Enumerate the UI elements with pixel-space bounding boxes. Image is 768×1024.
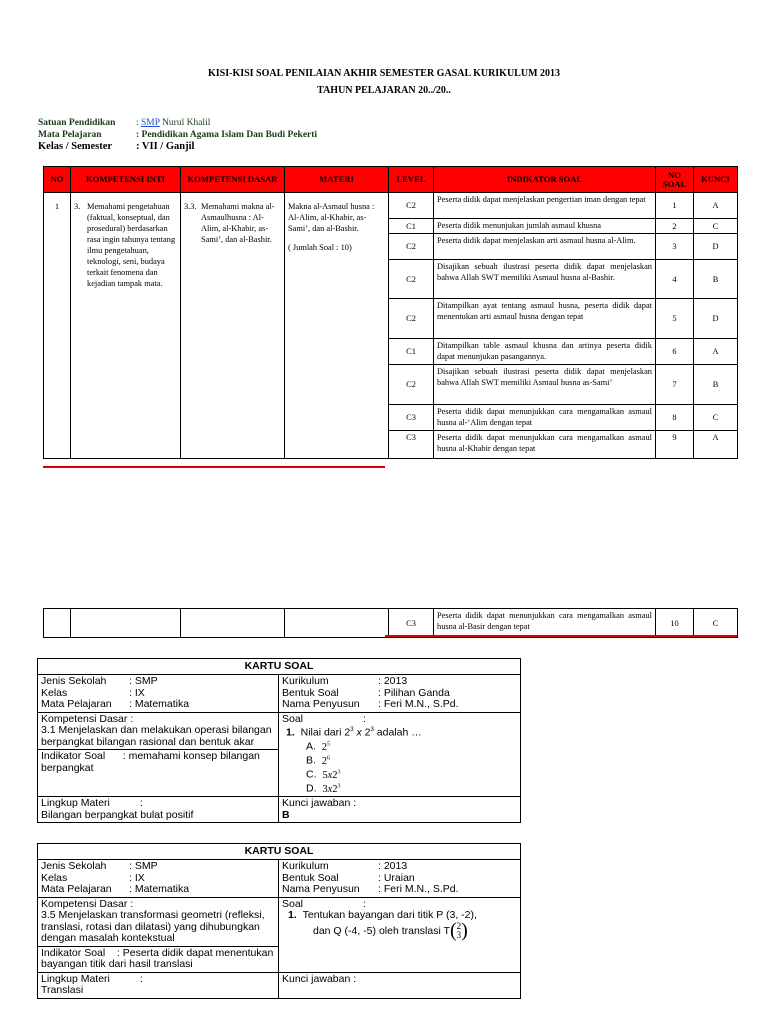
kunci-cell: C [694, 219, 738, 234]
ki-cell: 3. Memahami pengetahuan (faktual, konseptual, dan prosedural) berdasarkan rasa ingin tahunya tentang ilmu pengetahuan, teknologi, seni, budaya terkait fenomena dan kejadian tampak mata. [71, 193, 181, 459]
kd-text: 3.5 Menjelaskan transformasi geometri (refleksi, translasi, rotasi dan dilatasi) yang dihubungkan dengan masalah kontekstual [41, 909, 265, 944]
kunci-cell: D [694, 234, 738, 260]
ki-text: Memahami pengetahuan (faktual, konseptual, dan prosedural) berdasarkan rasa ingin tahunya tentang ilmu pengetahuan, teknologi, seni, budaya terkait fenomena dan kejadian tampak mata. [87, 202, 176, 288]
soal-block: Soal : 1. Tentukan bayangan dari titik P (3, -2), dan Q (-4, -5) oleh translasi T( 2 3 ) [279, 898, 520, 972]
header-kd: KOMPETENSI DASAR [181, 167, 285, 193]
level-cell: C3 [389, 609, 434, 638]
kunci-cell: A [694, 431, 738, 459]
document-subtitle: TAHUN PELAJARAN 20../20.. [317, 85, 451, 96]
level-cell: C2 [389, 365, 434, 405]
translation-vector: 2 3 [456, 920, 462, 940]
row-number: 1 [44, 193, 71, 459]
level-cell: C1 [389, 339, 434, 365]
indikator-block: Indikator Soal : memahami konsep bilangan berpangkat [38, 749, 278, 782]
header-level: LEVEL [389, 167, 434, 193]
document-title: KISI-KISI SOAL PENILAIAN AKHIR SEMESTER GASAL KURIKULUM 2013 [207, 68, 561, 79]
no-soal-cell: 4 [656, 260, 694, 299]
soal-block: Soal : 1. Nilai dari $2^3$ x $2^3$ adalah … A. $2^5$ B. $2^6$ C. $5x2^3$ D. $3x2^3$ [279, 713, 520, 797]
kartu-soal-2: KARTU SOAL Jenis Sekolah : SMP Kelas : IX Mata Pelajaran : Matematika Kurikulum : 2013 Bentuk Soal : Uraian Nama Penyusun : Feri M.N., S.Pd. Kompetensi Dasar : 3.5 Menjelaskan transformasi geometri (refleksi, translasi, rotasi dan dilatasi) yang dihubungkan dengan masalah kontekstual Indikator Soal : Peserta didik dapat menentukan bayangan titik dari hasil translasi Soal : 1. Tentukan bayangan dari titik P (3, -2), dan Q (-4, -5) oleh translasi T( 2 3 ) Lingkup Materi : Translasi Kunci jawaban : [37, 843, 521, 999]
lingkup-text: Bilangan berpangkat bulat positif [41, 808, 194, 821]
school-link[interactable]: SMP [141, 118, 160, 128]
red-underline [43, 466, 385, 468]
header-ki: KOMPETENSI INTI [71, 167, 181, 193]
indikator-cell: Peserta didik dapat menunjukkan cara mengamalkan asmaul husna al-Khabir dengan tepat [434, 431, 656, 459]
header-indikator: INDIKATOR SOAL [434, 167, 656, 193]
indikator-cell: Ditampilkan table asmaul khusna dan artinya peserta didik dapat menunjukan pasangannya. [434, 339, 656, 365]
header-no: NO [44, 167, 71, 193]
level-cell: C2 [389, 260, 434, 299]
card-title: KARTU SOAL [38, 844, 520, 860]
header-no-soal: NO SOAL [656, 167, 694, 193]
mapel-label: Mata Pelajaran [38, 130, 102, 140]
kd-label: Kompetensi Dasar : [41, 897, 134, 910]
indikator-cell: Ditampilkan ayat tentang asmaul husna, peserta didik dapat menentukan arti asmaul husna dengan tepat [434, 299, 656, 339]
meta-kelas [38, 141, 194, 153]
school-name: Nurul Khalil [159, 118, 211, 128]
materi-count: ( Jumlah Soal : 10) [288, 243, 352, 252]
meta-satuan: Satuan Pendidikan : SMP Nurul Khalil [38, 118, 211, 128]
table-row [44, 193, 738, 219]
kd-text: Memahami makna al-Asmaulhusna : Al-Alim, al-Khabir, as-Sami’, dan al-Bashir. [201, 202, 275, 244]
kd-label: Kompetensi Dasar : [41, 712, 134, 725]
red-underline [385, 635, 737, 637]
no-soal-cell: 10 [656, 609, 694, 638]
level-cell: C2 [389, 299, 434, 339]
question: 1. Tentukan bayangan dari titik P (3, -2), [288, 909, 477, 921]
satuan-label: Satuan Pendidikan [38, 118, 116, 128]
kisi-table-continued [43, 608, 738, 638]
kd-text: 3.1 Menjelaskan dan melakukan operasi bilangan berpangkat bilangan rasional dan bentuk akar [41, 724, 272, 748]
mapel-value: : Pendidikan Agama Islam Dan Budi Pekerti [136, 130, 318, 140]
table-header-row [44, 167, 738, 193]
kd-cell: 3.3. Memahami makna al-Asmaulhusna : Al-Alim, al-Khabir, as-Sami’, dan al-Bashir. [181, 193, 285, 459]
no-soal-cell: 5 [656, 299, 694, 339]
indikator-cell: Peserta didik menunjukan jumlah asmaul khusna [434, 219, 656, 234]
indikator-cell: Peserta didik dapat menjelaskan arti asmaul husna al-Alim. [434, 234, 656, 260]
indikator-cell: Peserta didik dapat menunjukkan cara mengamalkan asmaul husna al-‘Alim dengan tepat [434, 405, 656, 431]
header-kunci: KUNCI [694, 167, 738, 193]
kisi-table [43, 166, 738, 459]
no-soal-cell: 6 [656, 339, 694, 365]
no-soal-cell: 8 [656, 405, 694, 431]
table-row [44, 609, 738, 638]
kunci-value: B [282, 808, 290, 821]
card-title: KARTU SOAL [38, 659, 520, 675]
level-cell: C2 [389, 193, 434, 219]
meta-mapel [38, 129, 317, 141]
materi-cell [285, 193, 389, 459]
indikator-cell: Peserta didik dapat menjelaskan pengertian iman dengan tepat [434, 193, 656, 219]
indikator-block: Indikator Soal : Peserta didik dapat menentukan bayangan titik dari hasil translasi [38, 946, 278, 972]
option-c[interactable]: C. $5x2^3$ [306, 768, 341, 781]
materi-text: Makna al-Asmaul husna : Al-Alim, al-Khabir, as-Sami’, dan al-Bashir. [288, 202, 375, 233]
no-soal-cell: 9 [656, 431, 694, 459]
lingkup-text: Translasi [41, 984, 84, 996]
no-soal-cell: 3 [656, 234, 694, 260]
indikator-cell: Disajikan sebuah ilustrasi peserta didik dapat menjelaskan bahwa Allah SWT memiliki Asmaul husna al-Bashir. [434, 260, 656, 299]
indikator-cell: Peserta didik dapat menunjukkan cara mengamalkan asmaul husna al-Basir dengan tepat [434, 609, 656, 638]
kartu-soal-1: KARTU SOAL Jenis Sekolah : SMP Kelas : IX Mata Pelajaran : Matematika Kurikulum : 2013 Bentuk Soal : Pilihan Ganda Nama Penyusun : Feri M.N., S.Pd. Kompetensi Dasar : 3.1 Menjelaskan dan melakukan operasi bilangan berpangkat bilangan rasional dan bentuk akar Indikator Soal : memahami konsep bilangan berpangkat Soal : 1. Nilai dari $2^3$ x $2^3$ adalah … A. $2^5$ B. $2^6$ C. $5x2^3$ D. $3x2^3$ Lingkup Materi : Bilangan berpangkat bulat positif Kunci jawaban : B [37, 658, 521, 823]
no-soal-cell: 2 [656, 219, 694, 234]
kunci-cell: C [694, 609, 738, 638]
kelas-value: : VII / Ganjil [136, 141, 195, 152]
level-cell: C3 [389, 405, 434, 431]
level-cell: C2 [389, 234, 434, 260]
option-b[interactable]: B. $2^6$ [306, 754, 331, 767]
indikator-cell: Disajikan sebuah ilustrasi peserta didik dapat menjelaskan bahwa Allah SWT memiliki Asmaul husna as-Sami’ [434, 365, 656, 405]
question: 1. Nilai dari $2^3$ x $2^3$ adalah … [286, 726, 422, 739]
no-soal-cell: 1 [656, 193, 694, 219]
option-d[interactable]: D. $3x2^3$ [306, 782, 341, 795]
kunci-cell: C [694, 405, 738, 431]
kunci-cell: B [694, 260, 738, 299]
no-soal-cell: 7 [656, 365, 694, 405]
kunci-cell: B [694, 365, 738, 405]
options [282, 739, 517, 795]
option-a[interactable]: A. $2^5$ [306, 740, 331, 753]
level-cell: C1 [389, 219, 434, 234]
header-materi: MATERI [285, 167, 389, 193]
level-cell: C3 [389, 431, 434, 459]
kunci-cell: D [694, 299, 738, 339]
kelas-label: Kelas / Semester [38, 141, 113, 152]
kunci-cell: A [694, 193, 738, 219]
kunci-cell: A [694, 339, 738, 365]
